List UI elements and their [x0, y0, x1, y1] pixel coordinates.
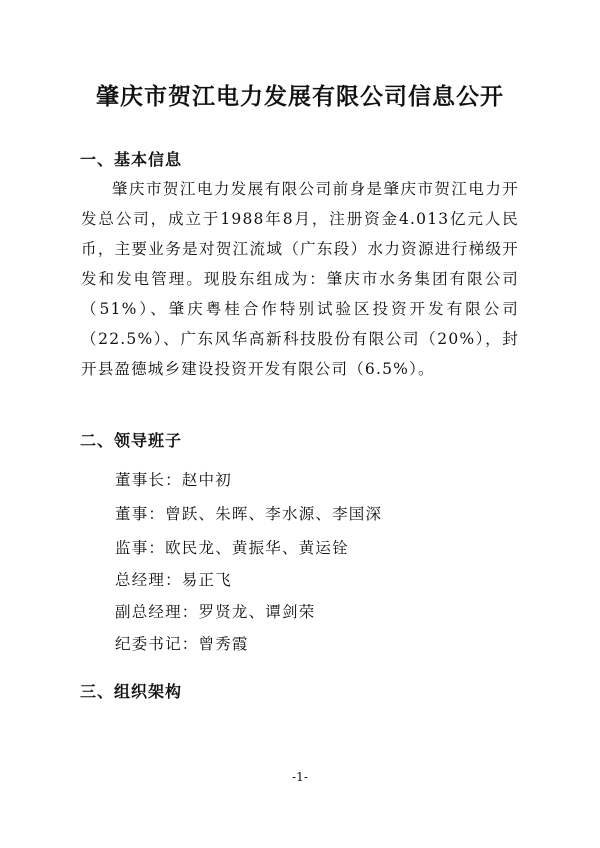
- leadership-supervisors: 监事：欧民龙、黄振华、黄运铨: [115, 539, 349, 557]
- leadership-deputy-managers: 副总经理：罗贤龙、谭剑荣: [115, 603, 316, 621]
- section-heading-leadership: 二、领导班子: [80, 431, 183, 450]
- basic-info-paragraph: 肇庆市贺江电力发展有限公司前身是肇庆市贺江电力开发总公司，成立于1988年8月，注册资金4.013亿元人民币，主要业务是对贺江流域（广东段）水力资源进行梯级开发和发电管理。现股东组成为：肇庆市水务集团有限公司（51%）、肇庆粤桂合作特别试验区投资开发有限公司（22.5%）、广东风华高新科技股份有限公司（20%），封开县盈德城乡建设投资开发有限公司（6.5%）。: [81, 180, 519, 378]
- leadership-chairman: 董事长：赵中初: [115, 471, 232, 489]
- section-heading-basic-info: 一、基本信息: [80, 150, 183, 169]
- leadership-discipline-secretary: 纪委书记：曾秀霞: [115, 635, 249, 653]
- section-heading-org-structure: 三、组织架构: [80, 682, 183, 701]
- page-number: -1-: [292, 770, 308, 784]
- leadership-general-manager: 总经理：易正飞: [115, 571, 232, 589]
- document-title: 肇庆市贺江电力发展有限公司信息公开: [96, 83, 504, 110]
- leadership-directors: 董事：曾跃、朱晖、李水源、李国深: [115, 505, 383, 523]
